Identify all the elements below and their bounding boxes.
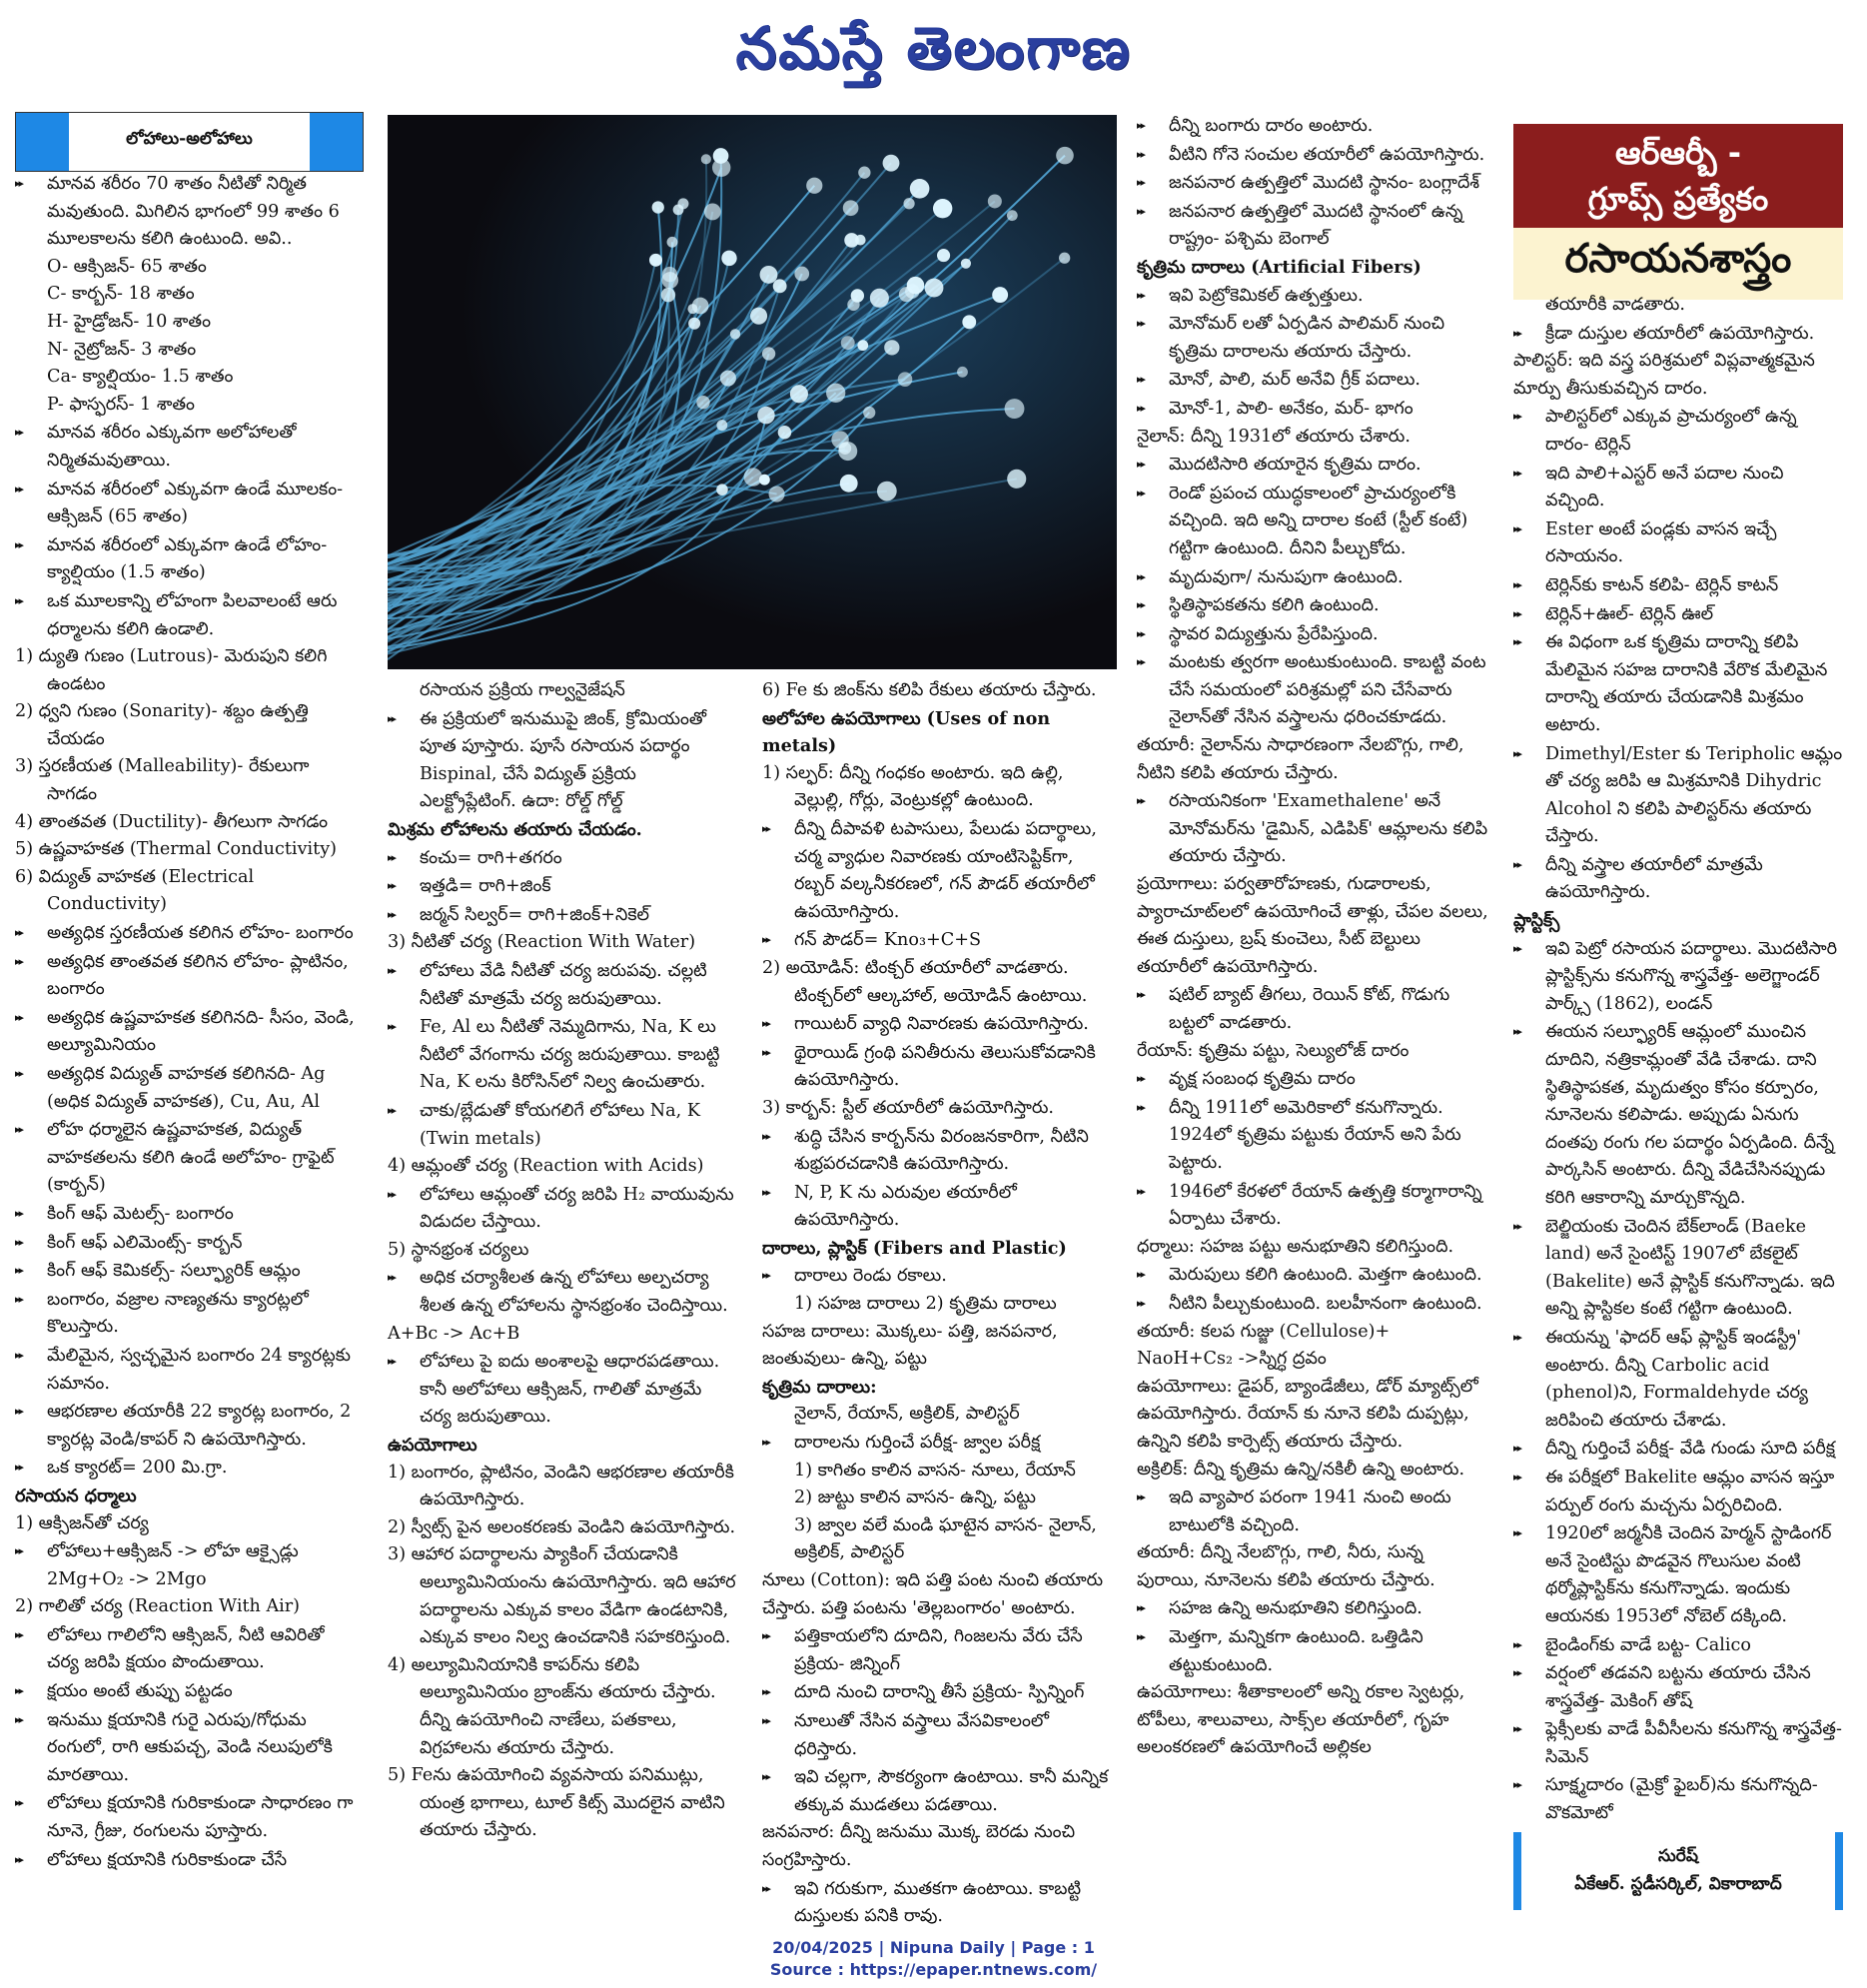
bullet-item: ▸▸ మేలిమైన, స్వచ్ఛమైన బంగారం 24 క్యారట్లకు సమానం. <box>15 1342 362 1398</box>
author-box <box>1513 1832 1843 1910</box>
numbered-item: 6) విద్యుత్ వాహకత (Electrical Conductivity) <box>15 866 255 915</box>
bullet-item: ▸▸ జనపనార ఉత్పత్తిలో మొదటి స్థానం- బంగ్లాదేశ్ <box>1137 169 1488 198</box>
subject-title: రసాయనశాస్త్రం <box>1513 228 1843 300</box>
bullet-item: ▸▸ క్షయం అంటే తుప్పు పట్టడం <box>15 1677 362 1706</box>
bullet-item: ▸▸ లోహాలు వేడి నీటితో చర్య జరుపవు. చల్లటి నీటితో మాత్రమే చర్య జరుపుతాయి. <box>388 957 737 1013</box>
bullet-item: ▸▸ దీన్ని బంగారు దారం అంటారు. <box>1137 112 1488 141</box>
paragraph: జనపనార: దీన్ని జనుము మొక్క బెరడు నుంచి సంగ్రహిస్తారు. <box>762 1822 1076 1870</box>
bullet-item: ▸▸ Fe, Al లు నీటితో నెమ్మదిగాను, Na, K లు నీటిలో వేగంగాను చర్య జరుపుతాయి. కాబట్టి Na, K లను కిరోసిన్‌లో నిల్వ ఉంచుతారు. <box>388 1013 737 1097</box>
bullet-item: ▸▸ లోహాలు పై ఐదు అంశాలపై ఆధారపడతాయి. కానీ అలోహాలు ఆక్సిజన్, గాలితో మాత్రమే చర్య జరుపుతాయి. <box>388 1348 737 1432</box>
bullet-item: ▸▸ ఈ పరీక్షలో Bakelite ఆమ్లం వాసన ఇస్తూ పర్పుల్ రంగు మచ్చను ఏర్పరిచింది. <box>1513 1464 1843 1519</box>
bullet-item: ▸▸ లోహాలు+ఆక్సిజన్ -> లోహ ఆక్సైడ్లు <box>15 1537 362 1566</box>
numbered-item: 1) ఆక్సిజన్‌తో చర్య <box>15 1512 149 1533</box>
bullet-item: ▸▸ 1946లో కేరళలో రేయాన్ ఉత్పత్తి కర్మాగారాన్ని ఏర్పాటు చేశారు. <box>1137 1178 1488 1234</box>
section-header <box>15 112 364 172</box>
bullet-item: ▸▸ ఈ విధంగా ఒక కృత్రిమ దారాన్ని కలిపి మేలిమైన సహజ దారానికి వేరొక మేలిమైన దారాన్ని తయారు చేయడానికి మిశ్రమం అటారు. <box>1513 628 1843 739</box>
bullet-item: ▸▸ లోహాలు క్షయానికి గురికాకుండా సాధారణం గా నూనె, గ్రీజు, రంగులను పూస్తారు. <box>15 1789 362 1845</box>
indented-line: నైలాన్, రేయాన్, అక్రిలిక్, పాలిస్టర్ <box>794 1404 1020 1425</box>
bullet-item: ▸▸ లోహాలు గాలిలోని ఆక్సిజన్, నీటి ఆవిరితో చర్య జరిపి క్షయం పొందుతాయి. <box>15 1621 362 1677</box>
author-institute: ఏకేఆర్. స్టడీసర్కిల్, వికారాబాద్ <box>1574 1874 1782 1894</box>
bullet-item: ▸▸ నూలుతో నేసిన వస్త్రాలు వేసవికాలంలో ధరిస్తారు. <box>762 1707 1114 1763</box>
numbered-item: 1) బంగారం, ప్లాటినం, వెండిని ఆభరణాల తయారీకి ఉపయోగిస్తారు. <box>388 1462 734 1510</box>
bullet-item: ▸▸ అత్యధిక స్తరణీయత కలిగిన లోహం- బంగారం <box>15 919 362 948</box>
paragraph: నూలు (Cotton): ఇది పత్తి పంట నుంచి తయారు చేస్తారు. పత్తి పంటను 'తెల్లబంగారం' అంటారు. <box>762 1570 1104 1618</box>
subheading: కృత్రిమ దారాలు (Artificial Fibers) <box>1137 256 1421 278</box>
bullet-item: ▸▸ మెరుపులు కలిగి ఉంటుంది. మెత్తగా ఉంటుంది. <box>1137 1261 1488 1290</box>
bullet-item: ▸▸ చాకు/బ్లేడుతో కోయగలిగే లోహాలు Na, K (Twin metals) <box>388 1097 737 1153</box>
bullet-item: ▸▸ N, P, K ను ఎరువుల తయారీలో ఉపయోగిస్తారు. <box>762 1179 1114 1235</box>
masthead-title: నమస్తే తెలంగాణ <box>735 14 1132 82</box>
numbered-item: 4) తాంతవత (Ductility)- తీగలుగా సాగడం <box>15 811 329 832</box>
paragraph: ధర్మాలు: సహజ పట్టు అనుభూతిని కలిగిస్తుంది. <box>1137 1236 1454 1257</box>
indented-line: N- నైట్రోజన్- 3 శాతం <box>47 339 197 360</box>
numbered-item: 5) స్థానభ్రంశ చర్యలు <box>388 1239 529 1260</box>
paragraph: నైలాన్: దీన్ని 1931లో తయారు చేశారు. <box>1137 426 1410 447</box>
subheading: మిశ్రమ లోహాలను తయారు చేయడం. <box>388 818 642 840</box>
bullet-item: ▸▸ జర్మన్ సిల్వర్= రాగి+జింక్+నికెల్ <box>388 901 737 930</box>
bullet-item: ▸▸ సహజ ఉన్ని అనుభూతిని కలిగిస్తుంది. <box>1137 1594 1488 1623</box>
footer-date: 20/04/2025 | Nipuna Daily | Page : 1 <box>772 1938 1095 1957</box>
bullet-item: ▸▸ దీన్ని వస్త్రాల తయారీలో మాత్రమే ఉపయోగిస్తారు. <box>1513 851 1843 907</box>
bullet-item: ▸▸ దీన్ని గుర్తించే పరీక్ష- వేడి గుండు సూది పరీక్ష <box>1513 1435 1843 1464</box>
bullet-item: ▸▸ ఈయన్ను 'ఫాదర్ ఆఫ్ ప్లాస్టిక్ ఇండస్ట్రీ' అంటారు. దీన్ని Carbolic acid (phenol)ని, Formaldehyde చర్య జరిపించి తయారు చేశాడు. <box>1513 1324 1843 1435</box>
paragraph: ఉపయోగాలు: శీతాకాలంలో అన్ని రకాల స్వెటర్లు, టోపీలు, శాలువాలు, సాక్స్‌ల తయారీలో, గృహ అలంకరణలో ఉపయోగించే అల్లికల <box>1137 1682 1465 1758</box>
bullet-item: ▸▸ Dimethyl/Ester కు Teripholic ఆమ్లం తో చర్య జరిపి ఆ మిశ్రమానికి Dihydric Alcohol ని కలిపి పాలిస్టర్‌ను తయారు చేస్తారు. <box>1513 740 1843 851</box>
bullet-item: ▸▸ మానవ శరీరంలో ఎక్కువగా ఉండే మూలకం- ఆక్సిజన్ (65 శాతం) <box>15 476 362 531</box>
bullet-item: ▸▸ ఫ్లెక్సీలకు వాడే పీవీసీలను కనుగొన్న శాస్త్రవేత్త- సిమెన్ <box>1513 1715 1843 1771</box>
paragraph: రేయాన్: కృత్రిమ పట్టు, సెల్యులోజ్ దారం <box>1137 1040 1409 1061</box>
numbered-item: 5) ఉష్ణవాహకత (Thermal Conductivity) <box>15 839 338 860</box>
bullet-item: ▸▸ వృక్ష సంబంధ కృత్రిమ దారం <box>1137 1065 1488 1094</box>
bullet-item: ▸▸ వీటిని గోనె సంచుల తయారీలో ఉపయోగిస్తారు. <box>1137 141 1488 170</box>
bullet-item: ▸▸ సూక్ష్మదారం (మైక్రో ఫైబర్)ను కనుగొన్నది- వొకమోటో <box>1513 1771 1843 1827</box>
bullet-item: ▸▸ రెండో ప్రపంచ యుద్ధకాలంలో ప్రాచుర్యంలోకి వచ్చింది. ఇది అన్ని దారాల కంటే (స్టీల్ కంటే) గట్టిగా ఉంటుంది. దీనిని పీల్చుకోదు. <box>1137 480 1488 563</box>
bullet-item: ▸▸ రసాయనికంగా 'Examethalene' అనే మోనోమర్‌ను 'డైమిన్, ఎడిపిక్' ఆమ్లాలను కలిపి తయారు చేస్తారు. <box>1137 787 1488 871</box>
numbered-item: 2) స్వీట్స్ పైన అలంకరణకు వెండిని ఉపయోగిస్తారు. <box>388 1516 736 1537</box>
indented-line: 2) జుట్టు కాలిన వాసన- ఉన్ని, పట్టు <box>794 1488 1036 1508</box>
bullet-item: ▸▸ నీటిని పీల్చుకుంటుంది. బలహీనంగా ఉంటుంది. <box>1137 1290 1488 1319</box>
bullet-item: ▸▸ మోనో-1, పాలి- అనేకం, మర్- భాగం <box>1137 395 1488 424</box>
article-column-4 <box>1137 112 1488 1762</box>
subheading: దారాలు, ప్లాస్టిక్ (Fibers and Plastic) <box>762 1237 1067 1259</box>
subheading: ప్లాస్టిక్స్ <box>1513 910 1560 932</box>
indented-line: 1) సహజ దారాలు 2) కృత్రిమ దారాలు <box>794 1294 1057 1315</box>
bullet-item: ▸▸ దూది నుంచి దారాన్ని తీసే ప్రక్రియ- స్పిన్నింగ్ <box>762 1678 1114 1707</box>
bullet-item: ▸▸ ఇది పాలి+ఎస్టర్ అనే పదాల నుంచి వచ్చింది. <box>1513 460 1843 515</box>
numbered-item: 2) ధ్వని గుణం (Sonarity)- శబ్దం ఉత్పత్తి చేయడం <box>15 701 309 749</box>
paragraph: A+Bc -> Ac+B <box>388 1323 520 1344</box>
bullet-item: ▸▸ ఇవి పెట్రో రసాయన పదార్థాలు. మొదటిసారి ప్లాస్టిక్స్‌ను కనుగొన్న శాస్త్రవేత్త- అలెగ్జాండర్ పార్క్స్ (1862), లండన్ <box>1513 935 1843 1019</box>
article-column-5 <box>1513 292 1843 1828</box>
bullet-item: ▸▸ లోహాలు ఆమ్లంతో చర్య జరిపి H₂ వాయువును విడుదల చేస్తాయి. <box>388 1181 737 1237</box>
indented-line: 3) జ్వాల వలే మండి ఘాటైన వాసన- నైలాన్, అక్రిలిక్, పాలిస్టర్ <box>794 1514 1097 1563</box>
indented-line: H- హైడ్రోజన్- 10 శాతం <box>47 311 212 332</box>
section-title: లోహాలు-అలోహాలు <box>126 129 253 149</box>
bullet-item: ▸▸ ఇది వ్యాపార పరంగా 1941 నుంచి అందు బాటులోకి వచ్చింది. <box>1137 1484 1488 1539</box>
indented-line: 2Mg+O₂ -> 2Mgo <box>47 1568 207 1589</box>
masthead <box>0 0 1867 100</box>
indented-line: P- ఫాస్ఫరస్- 1 శాతం <box>47 394 195 415</box>
subheading: ఉపయోగాలు <box>388 1435 477 1457</box>
bullet-item: ▸▸ కింగ్ ఆఫ్ మెటల్స్- బంగారం <box>15 1200 362 1229</box>
indented-line: తయారీకి వాడతారు. <box>1545 295 1685 315</box>
paragraph: తయారీ: కలప గుజ్జు (Cellulose)+ NaoH+Cs₂ ->స్నిగ్ధ ద్రవం <box>1137 1321 1391 1370</box>
author-name: సురేష్ <box>1657 1846 1699 1866</box>
paragraph: తయారీ: నైలాన్‌ను సాధారణంగా నేలబొగ్గు, గాలి, నీటిని కలిపి తయారు చేస్తారు. <box>1137 735 1464 783</box>
rrb-line2: గ్రూప్స్ ప్రత్యేకం <box>1587 180 1769 218</box>
article-column-2 <box>388 677 737 1845</box>
paragraph: అక్రిలిక్: దీన్ని కృత్రిమ ఉన్ని/నకిలీ ఉన్ని అంటారు. <box>1137 1459 1465 1480</box>
numbered-item: 5) Feను ఉపయోగించి వ్యవసాయ పనిముట్లు, యంత్ర భాగాలు, టూల్ కిట్స్ మొదలైన వాటిని తయారు చేస్తారు. <box>388 1765 725 1841</box>
bullet-item: ▸▸ కింగ్ ఆఫ్ ఎలిమెంట్స్- కార్బన్ <box>15 1229 362 1258</box>
numbered-item: 1) సల్ఫర్: దీన్ని గంధకం అంటారు. ఇది ఉల్లి, వెల్లుల్లి, గోర్లు, వెంట్రుకల్లో ఉంటుంది. <box>762 762 1064 811</box>
bullet-item: ▸▸ అత్యధిక ఉష్ణవాహకత కలిగినది- సీసం, వెండి, అల్యూమినియం <box>15 1004 362 1060</box>
rrb-line1: ఆర్ఆర్బీ - <box>1614 134 1742 172</box>
bullet-item: ▸▸ ఈ ప్రక్రియలో ఇనుముపై జింక్, క్రోమియంతో పూత పూస్తారు. పూసే రసాయన పదార్థం Bispinal, చేసే విద్యుత్ ప్రక్రియ ఎలక్ట్రోప్లేటింగ్. ఉదా: రోల్డ్ గోల్డ్ <box>388 705 737 816</box>
indented-line: O- ఆక్సిజన్- 65 శాతం <box>47 256 207 277</box>
numbered-item: 3) స్తరణీయత (Malleability)- రేకులుగా సాగడం <box>15 756 310 805</box>
bullet-item: ▸▸ ఒక క్యారట్= 200 మి.గ్రా. <box>15 1454 362 1483</box>
bullet-item: ▸▸ టెర్లిన్‌కు కాటన్ కలిపి- టెర్లిన్ కాటన్ <box>1513 571 1843 600</box>
bullet-item: ▸▸ లోహాలు క్షయానికి గురికాకుండా చేసే <box>15 1846 362 1875</box>
bullet-item: ▸▸ దీన్ని దీపావళి టపాసులు, పేలుడు పదార్థాలు, చర్మ వ్యాధుల నివారణకు యాంటిసెప్టిక్‌గా, రబ్బర్ వల్కనీకరణలో, గన్ పౌడర్ తయారీలో ఉపయోగిస్తారు. <box>762 815 1114 926</box>
bullet-item: ▸▸ మానవ శరీరం ఎక్కువగా అలోహాలతో నిర్మితమవుతాయి. <box>15 419 362 475</box>
indented-line: 1) కాగితం కాలిన వాసన- నూలు, రేయాన్ <box>794 1460 1076 1481</box>
bullet-item: ▸▸ స్థావర విద్యుత్తును ప్రేరేపిస్తుంది. <box>1137 620 1488 649</box>
indented-line: రసాయన ప్రక్రియ గాల్వనైజేషన్ <box>420 680 625 700</box>
bullet-item: ▸▸ మొదటిసారి తయారైన కృత్రిమ దారం. <box>1137 451 1488 480</box>
subheading: కృత్రిమ దారాలు: <box>762 1376 877 1398</box>
bullet-item: ▸▸ మంటకు త్వరగా అంటుకుంటుంది. కాబట్టి వంట చేసే సమయంలో పరిశ్రమల్లో పని చేసేవారు నైలాన్‌తో నేసిన వస్త్రాలను ధరించకూడదు. <box>1137 648 1488 732</box>
numbered-item: 2) గాలితో చర్య (Reaction With Air) <box>15 1596 301 1617</box>
bullet-item: ▸▸ ఈయన సల్ఫ్యూరిక్ ఆమ్లంలో ముంచిన దూదిని, నత్రికామ్లంతో వేడి చేశాడు. దాని స్థితిస్థాపకత, మృదుత్వం కోసం కర్పూరం, నూనెలను కలిపాడు. అప్పుడు ఏనుగు దంతపు రంగు గల పదార్థం ఏర్పడింది. దీన్నే పార్కసిన్ అంటారు. దీన్ని వేడిచేసినప్పుడు కరిగి ఆకారాన్ని మార్చుకొన్నది. <box>1513 1018 1843 1212</box>
subheading: రసాయన ధర్మాలు <box>15 1485 137 1506</box>
bullet-item: ▸▸ ఇవి పెట్రోకెమికల్ ఉత్పత్తులు. <box>1137 282 1488 311</box>
bullet-item: ▸▸ ఇనుము క్షయానికి గురై ఎరుపు/గోధుమ రంగులో, రాగి ఆకుపచ్చ, వెండి నలుపులోకి మారతాయి. <box>15 1706 362 1790</box>
bullet-item: ▸▸ పాలిస్టర్‌లో ఎక్కువ ప్రాచుర్యంలో ఉన్న దారం- టెర్లిన్ <box>1513 403 1843 459</box>
bullet-item: ▸▸ ఇవి గరుకుగా, ముతకగా ఉంటాయి. కాబట్టి దుస్తులకు పనికి రావు. <box>762 1875 1114 1931</box>
bullet-item: ▸▸ జనపనార ఉత్పత్తిలో మొదటి స్థానంలో ఉన్న రాష్ట్రం- పశ్చిమ బెంగాల్ <box>1137 198 1488 254</box>
article-column-1 <box>15 170 362 1874</box>
bullet-item: ▸▸ మృదువుగా/ నునుపుగా ఉంటుంది. <box>1137 563 1488 592</box>
rrb-banner-top <box>1513 124 1843 228</box>
numbered-item: 3) నీటితో చర్య (Reaction With Water) <box>388 932 696 953</box>
fiber-optic-illustration <box>388 115 1117 669</box>
bullet-item: ▸▸ 1920లో జర్మనీకి చెందిన హెర్మన్ స్టాడింగర్ అనే సైంటిస్టు పొడవైన గొలుసుల వంటి థర్మోప్లాస్టిక్‌ను కనుగొన్నాడు. ఇందుకు ఆయనకు 1953లో నోబెల్ దక్కింది. <box>1513 1519 1843 1630</box>
bullet-item: ▸▸ ఇవి చల్లగా, సౌకర్యంగా ఉంటాయి. కానీ మన్నిక తక్కువ ముడతలు పడతాయి. <box>762 1763 1114 1819</box>
indented-line: C- కార్బన్- 18 శాతం <box>47 284 195 305</box>
paragraph: ప్రయోగాలు: పర్వతారోహణకు, గుడారాలకు, ప్యారాచూట్‌లలో ఉపయోగించే తాళ్లు, చేపల వలలు, ఈత దుస్తులు, బ్రష్ కుంచెలు, సీట్ బెల్టులు తయారీలో ఉపయోగిస్తారు. <box>1137 874 1488 977</box>
article-column-3 <box>762 677 1114 1931</box>
bullet-item: ▸▸ కంచు= రాగి+తగరం <box>388 844 737 873</box>
bullet-item: ▸▸ దారాలు రెండు రకాలు. <box>762 1262 1114 1291</box>
bullet-item: ▸▸ మోనో, పాలి, మర్ అనేవి గ్రీక్ పదాలు. <box>1137 366 1488 395</box>
bullet-item: ▸▸ స్థితిస్థాపకతను కలిగి ఉంటుంది. <box>1137 591 1488 620</box>
bullet-item: ▸▸ శుద్ధి చేసిన కార్బన్‌ను విరంజనకారిగా, నీటిని శుభ్రపరచడానికి ఉపయోగిస్తారు. <box>762 1123 1114 1179</box>
paragraph: తయారీ: దీన్ని నేలబొగ్గు, గాలి, నీరు, సున్న పురాయి, నూనెలను కలిపి తయారు చేస్తారు. <box>1137 1542 1435 1590</box>
numbered-item: 6) Fe కు జింక్‌ను కలిపి రేకులు తయారు చేస్తారు. <box>762 680 1097 700</box>
bullet-item: ▸▸ ఒక మూలకాన్ని లోహంగా పిలవాలంటే ఆరు ధర్మాలను కలిగి ఉండాలి. <box>15 587 362 643</box>
footer-source: Source : https://epaper.ntnews.com/ <box>769 1960 1098 1979</box>
bullet-item: ▸▸ థైరాయిడ్ గ్రంథి పనితీరును తెలుసుకోవడానికి ఉపయోగిస్తారు. <box>762 1039 1114 1095</box>
bullet-item: ▸▸ బైండింగ్‌కు వాడే బట్ట- Calico <box>1513 1631 1843 1660</box>
bullet-item: ▸▸ బంగారం, వజ్రాల నాణ్యతను క్యారట్లలో కొలుస్తారు. <box>15 1286 362 1342</box>
paragraph: పాలిస్టర్: ఇది వస్త్ర పరిశ్రమలో విప్లవాత్మకమైన మార్పు తీసుకువచ్చిన దారం. <box>1513 351 1815 399</box>
bullet-item: ▸▸ ఇత్తడి= రాగి+జింక్ <box>388 872 737 901</box>
paragraph: ఉపయోగాలు: డైపర్, బ్యాండేజీలు, డోర్ మ్యాట్స్‌లో ఉపయోగిస్తారు. రేయాన్ కు నూనె కలిపి దుప్పట్లు, ఉన్నిని కలిపి కార్పెట్స్ తయారు చేస్తారు. <box>1137 1376 1478 1452</box>
bullet-item: ▸▸ వర్షంలో తడవని బట్టను తయారు చేసిన శాస్త్రవేత్త- మెకింగ్ తోష్ <box>1513 1659 1843 1715</box>
bullet-item: ▸▸ లోహ ధర్మాలైన ఉష్ణవాహకత, విద్యుత్ వాహకతలను కలిగి ఉండే అలోహం- గ్రాఫైట్ (కార్బన్) <box>15 1116 362 1200</box>
subheading: అలోహాల ఉపయోగాలు (Uses of non metals) <box>762 707 1051 757</box>
bullet-item: ▸▸ దారాలను గుర్తించే పరీక్ష- జ్వాల పరీక్ష <box>762 1429 1114 1458</box>
bullet-item: ▸▸ గాయిటర్ వ్యాధి నివారణకు ఉపయోగిస్తారు. <box>762 1010 1114 1039</box>
indented-line: Ca- క్యాల్షియం- 1.5 శాతం <box>47 367 234 388</box>
bullet-item: ▸▸ మానవ శరీరంలో ఎక్కువగా ఉండే లోహం- క్యాల్షియం (1.5 శాతం) <box>15 531 362 587</box>
bullet-item: ▸▸ దీన్ని 1911లో అమెరికాలో కనుగొన్నారు. 1924లో కృత్రిమ పట్టుకు రేయాన్ అని పేరు పెట్టారు. <box>1137 1094 1488 1178</box>
numbered-item: 4) ఆమ్లంతో చర్య (Reaction with Acids) <box>388 1156 704 1177</box>
bullet-item: ▸▸ టెర్లిన్+ఊల్- టెర్లిన్ ఊల్ <box>1513 600 1843 629</box>
bullet-item: ▸▸ అత్యధిక విద్యుత్ వాహకత కలిగినది- Ag (అధిక విద్యుత్ వాహకత), Cu, Au, Al <box>15 1060 362 1116</box>
bullet-item: ▸▸ షటిల్ బ్యాట్ తీగలు, రెయిన్ కోట్, గొడుగు బట్టలో వాడతారు. <box>1137 981 1488 1037</box>
bullet-item: ▸▸ బెల్జియంకు చెందిన బేక్‌లాండ్ (Baeke land) అనే సైంటిస్ట్ 1907లో బేకలైట్ (Bakelite) అనే ప్లాస్టిక్ కనుగొన్నాడు. ఇది అన్ని ప్లాస్టికల కంటే గట్టిగా ఉంటుంది. <box>1513 1213 1843 1324</box>
paragraph: సహజ దారాలు: మొక్కలు- పత్తి, జనపనార, జంతువులు- ఉన్ని, పట్టు <box>762 1321 1058 1370</box>
bullet-item: ▸▸ మెత్తగా, మన్నికగా ఉంటుంది. ఒత్తిడిని తట్టుకుంటుంది. <box>1137 1623 1488 1679</box>
numbered-item: 2) అయోడిన్: టింక్చర్ తయారీలో వాడతారు. టింక్చర్‌లో ఆల్కహాల్, అయోడిన్ ఉంటాయి. <box>762 957 1088 1006</box>
numbered-item: 3) కార్బన్: స్టీల్ తయారీలో ఉపయోగిస్తారు. <box>762 1097 1054 1118</box>
fiber-optic-photo <box>388 115 1117 669</box>
bullet-item: ▸▸ ఆభరణాల తయారీకి 22 క్యారట్ల బంగారం, 2 క్యారట్ల వెండి/కాపర్ ని ఉపయోగిస్తారు. <box>15 1398 362 1454</box>
numbered-item: 4) అల్యూమినియానికి కాపర్‌ను కలిపి అల్యూమినియం బ్రాంజ్‌ను తయారు చేస్తారు. దీన్ని ఉపయోగించి నాణేలు, పతకాలు, విగ్రహాలను తయారు చేస్తారు. <box>388 1654 716 1758</box>
numbered-item: 3) ఆహార పదార్థాలను ప్యాకింగ్ చేయడానికి అల్యూమినియంను ఉపయోగిస్తారు. ఇది ఆహార పదార్థాలను ఎక్కువ కాలం వేడిగా ఉండటానికి, ఎక్కువ కాలం నిల్వ ఉంచడానికి సహకరిస్తుంది. <box>388 1544 736 1648</box>
bullet-item: ▸▸ అత్యధిక తాంతవత కలిగిన లోహం- ప్లాటినం, బంగారం <box>15 948 362 1004</box>
bullet-item: ▸▸ గన్ పౌడర్= Kno₃+C+S <box>762 926 1114 955</box>
bullet-item: ▸▸ Ester అంటే పండ్లకు వాసన ఇచ్చే రసాయనం. <box>1513 515 1843 571</box>
bullet-item: ▸▸ కింగ్ ఆఫ్ కెమికల్స్- సల్ఫ్యూరిక్ ఆమ్లం <box>15 1257 362 1286</box>
rrb-banner <box>1513 124 1843 300</box>
bullet-item: ▸▸ మానవ శరీరం 70 శాతం నీటితో నిర్మిత మవుతుంది. మిగిలిన భాగంలో 99 శాతం 6 మూలకాలను కలిగి ఉంటుంది. అవి.. <box>15 170 362 254</box>
bullet-item: ▸▸ క్రీడా దుస్తుల తయారీలో ఉపయోగిస్తారు. <box>1513 320 1843 349</box>
bullet-item: ▸▸ పత్తికాయలోని దూదిని, గింజలను వేరు చేసే ప్రక్రియ- జిన్నింగ్ <box>762 1622 1114 1678</box>
numbered-item: 1) ద్యుతి గుణం (Lutrous)- మెరుపుని కలిగి ఉండటం <box>15 646 328 694</box>
bullet-item: ▸▸ అధిక చర్యాశీలత ఉన్న లోహాలు అల్పచర్యా శీలత ఉన్న లోహాలను స్థానభ్రంశం చెందిస్తాయి. <box>388 1264 737 1320</box>
bullet-item: ▸▸ మోనోమర్ లతో ఏర్పడిన పాలిమర్ నుంచి కృత్రిమ దారాలను తయారు చేస్తారు. <box>1137 310 1488 366</box>
